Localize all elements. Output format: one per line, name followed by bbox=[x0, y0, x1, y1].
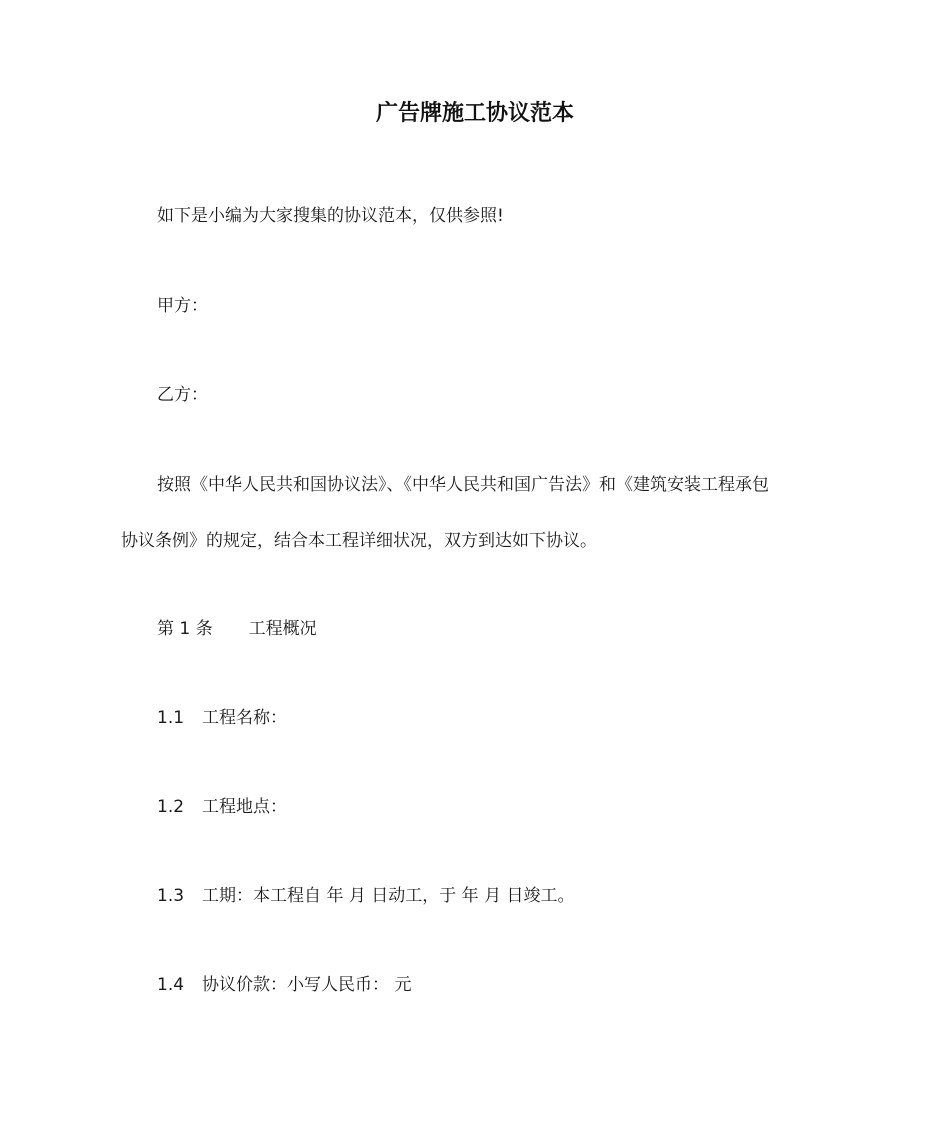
clause-1-2 bbox=[157, 795, 287, 819]
article-1-heading bbox=[157, 617, 317, 641]
clause-1-1 bbox=[157, 706, 287, 730]
clause-number: 1.3 bbox=[157, 886, 185, 906]
clause-text: 工程地点： bbox=[202, 797, 288, 817]
article-number: 第 1 条 bbox=[157, 619, 213, 639]
document-title: 广告牌施工协议范本 bbox=[375, 101, 574, 126]
preamble-line-2: 协议条例》的规定，结合本工程详细状况，双方到达如下协议。 bbox=[121, 531, 597, 551]
clause-number: 1.4 bbox=[157, 975, 185, 995]
clause-1-4 bbox=[157, 973, 411, 997]
clause-number: 1.1 bbox=[157, 708, 185, 728]
intro-paragraph: 如下是小编为大家搜集的协议范本，仅供参照! bbox=[157, 206, 504, 226]
article-title: 工程概况 bbox=[248, 619, 317, 639]
preamble-line-1: 按照《中华人民共和国协议法》、《中华人民共和国广告法》和《建筑安装工程承包 bbox=[157, 475, 769, 495]
clause-text: 工期：本工程自 年 月 日动工，于 年 月 日竣工。 bbox=[202, 886, 575, 906]
clause-text: 工程名称： bbox=[202, 708, 288, 728]
clause-text: 协议价款：小写人民币： 元 bbox=[202, 975, 412, 995]
clause-number: 1.2 bbox=[157, 797, 185, 817]
clause-1-3 bbox=[157, 884, 574, 908]
party-a-line: 甲方： bbox=[157, 296, 208, 316]
party-b-line: 乙方： bbox=[157, 385, 208, 405]
